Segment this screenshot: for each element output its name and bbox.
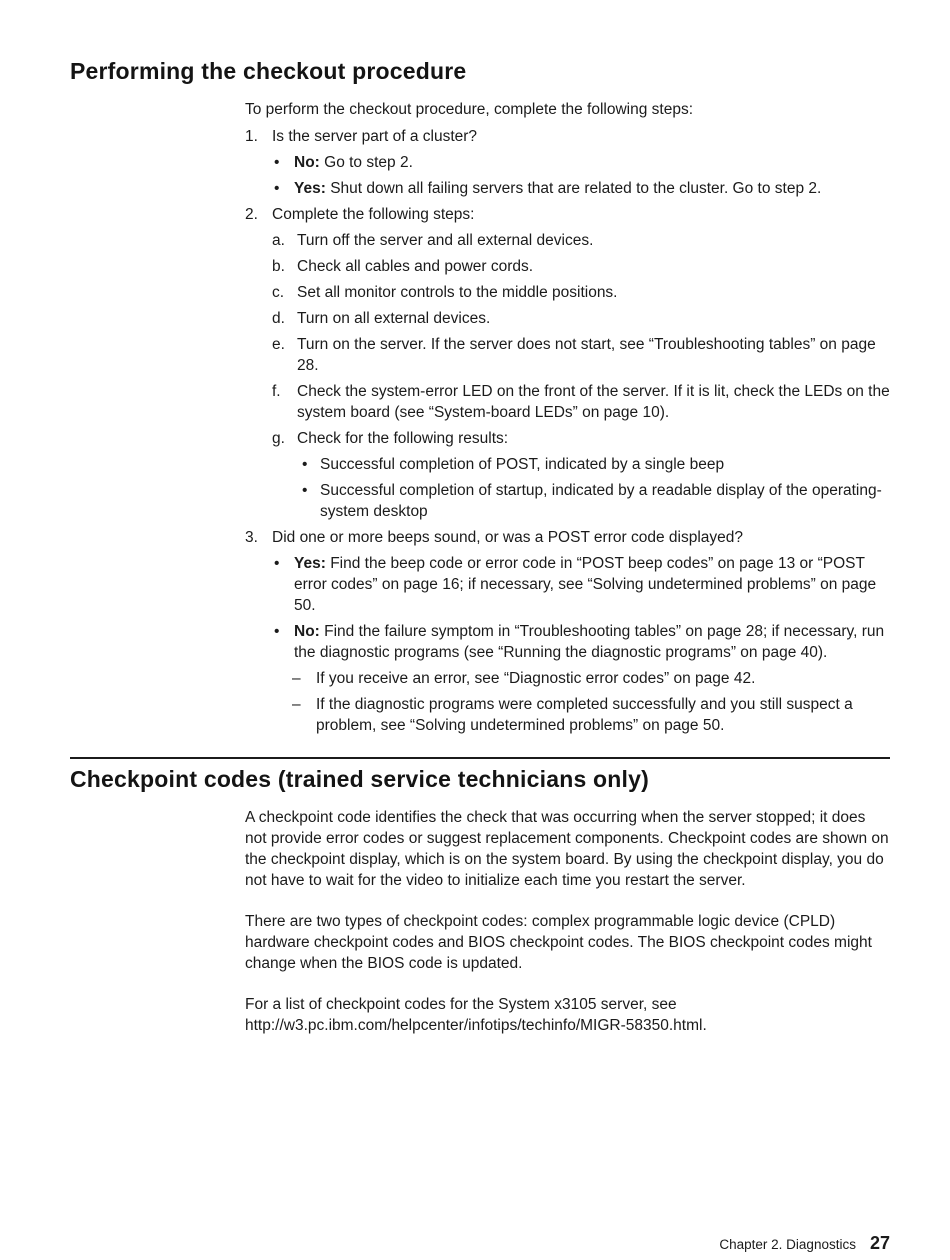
bullet-icon: • bbox=[302, 482, 308, 499]
section-title-checkpoint: Checkpoint codes (trained service technicians only) bbox=[70, 766, 649, 792]
step-3-text: Did one or more beeps sound, or was a POST error code displayed? bbox=[272, 529, 743, 546]
step-2-number: 2. bbox=[245, 206, 258, 223]
substep-b-text: Check all cables and power cords. bbox=[297, 258, 534, 275]
substep-a-letter: a. bbox=[272, 232, 285, 249]
step-2-text: Complete the following steps: bbox=[272, 206, 475, 223]
substep-c-text: Set all monitor controls to the middle positions. bbox=[297, 284, 618, 301]
step-1-option-yes bbox=[245, 178, 890, 199]
substep-f bbox=[245, 381, 890, 423]
substep-f-letter: f. bbox=[272, 383, 281, 400]
intro-text: To perform the checkout procedure, complete the following steps: bbox=[245, 101, 694, 118]
substep-e-letter: e. bbox=[272, 336, 285, 353]
substep-g-bullet-2 bbox=[245, 480, 890, 522]
section-checkout-procedure bbox=[70, 58, 890, 736]
substep-c bbox=[245, 282, 890, 303]
step3-no-body: Find the failure symptom in “Troubleshooting tables” on page 28; if necessary, run the diagnostic programs (see “Running the diagnostic programs” on page 40). bbox=[294, 623, 885, 661]
substep-f-text: Check the system-error LED on the front of the server. If it is lit, check the LEDs on the system board (see “System-board LEDs” on page 10). bbox=[297, 383, 890, 421]
substep-e bbox=[245, 334, 890, 376]
section-divider bbox=[70, 757, 890, 759]
substep-d bbox=[245, 308, 890, 329]
dash-icon: – bbox=[292, 670, 301, 687]
substep-g-text: Check for the following results: bbox=[297, 430, 509, 447]
step3-yes-text bbox=[294, 553, 890, 616]
option-no-body: Go to step 2. bbox=[324, 154, 413, 171]
section-checkout-body bbox=[245, 99, 890, 736]
substep-d-text: Turn on all external devices. bbox=[297, 310, 491, 327]
step-1-number: 1. bbox=[245, 128, 258, 145]
step3-yes-label: Yes: bbox=[294, 555, 326, 572]
step3-yes-body: Find the beep code or error code in “POST beep codes” on page 13 or “POST error codes” on page 16; if necessary, see “Solving undetermined problems” on page 50. bbox=[294, 555, 877, 614]
substep-b-letter: b. bbox=[272, 258, 285, 275]
checkpoint-paragraph-1: A checkpoint code identifies the check that was occurring when the server stopped; it does not provide error codes or suggest replacement components. Checkpoint codes are shown on the checkpoint display, which is on the system board. By using the checkpoint display, you do not have to wait for the video to initialize each time you restart the server. bbox=[245, 809, 889, 889]
substep-a-text: Turn off the server and all external devices. bbox=[297, 232, 594, 249]
section-checkpoint-body bbox=[245, 807, 890, 1036]
bullet-icon: • bbox=[274, 623, 280, 640]
substep-g bbox=[245, 428, 890, 449]
step3-no-text bbox=[294, 621, 890, 663]
bullet-icon: • bbox=[274, 154, 280, 171]
option-yes-body: Shut down all failing servers that are related to the cluster. Go to step 2. bbox=[330, 180, 822, 197]
option-yes-text bbox=[294, 178, 890, 199]
page-number: 27 bbox=[869, 1233, 890, 1253]
step3-no-label: No: bbox=[294, 623, 320, 640]
option-no-label: No: bbox=[294, 154, 320, 171]
step-3-option-yes bbox=[245, 553, 890, 616]
step-item-2 bbox=[245, 204, 890, 225]
step-item-3 bbox=[245, 527, 890, 548]
checkpoint-paragraph-3: For a list of checkpoint codes for the System x3105 server, see http://w3.pc.ibm.com/helpcenter/infotips/techinfo/MIGR-58350.html. bbox=[245, 996, 707, 1034]
step-3-dash-2-text: If the diagnostic programs were completed successfully and you still suspect a problem, see “Solving undetermined problems” on page 50. bbox=[316, 696, 853, 734]
bullet-icon: • bbox=[274, 555, 280, 572]
step-1-option-no bbox=[245, 152, 890, 173]
substep-d-letter: d. bbox=[272, 310, 285, 327]
step-3-option-no bbox=[245, 621, 890, 663]
substep-g-bullet-1-text: Successful completion of POST, indicated by a single beep bbox=[320, 456, 725, 473]
substep-g-bullet-1 bbox=[245, 454, 890, 475]
step-3-dash-2 bbox=[245, 694, 890, 736]
substep-b bbox=[245, 256, 890, 277]
substep-a bbox=[245, 230, 890, 251]
checkpoint-paragraph-2: There are two types of checkpoint codes: complex programmable logic device (CPLD) hardware checkpoint codes and BIOS checkpoint codes. The BIOS checkpoint codes might change when the BIOS code is updated. bbox=[245, 913, 872, 972]
step-item-1 bbox=[245, 126, 890, 147]
option-no-text bbox=[294, 152, 890, 173]
substep-g-letter: g. bbox=[272, 430, 285, 447]
step-1-text: Is the server part of a cluster? bbox=[272, 128, 478, 145]
step-3-dash-1-text: If you receive an error, see “Diagnostic error codes” on page 42. bbox=[316, 670, 756, 687]
dash-icon: – bbox=[292, 696, 301, 713]
option-yes-label: Yes: bbox=[294, 180, 326, 197]
bullet-icon: • bbox=[274, 180, 280, 197]
substep-c-letter: c. bbox=[272, 284, 285, 301]
page-footer bbox=[719, 1233, 890, 1254]
step-3-number: 3. bbox=[245, 529, 258, 546]
section-checkpoint-codes bbox=[70, 766, 890, 1036]
substep-e-text: Turn on the server. If the server does not start, see “Troubleshooting tables” on page 28. bbox=[297, 336, 876, 374]
chapter-label: Chapter 2. Diagnostics bbox=[719, 1237, 856, 1252]
bullet-icon: • bbox=[302, 456, 308, 473]
substep-g-bullet-2-text: Successful completion of startup, indicated by a readable display of the operating-system desktop bbox=[320, 482, 882, 520]
section-title-checkout: Performing the checkout procedure bbox=[70, 58, 467, 84]
step-3-dash-1 bbox=[245, 668, 890, 689]
